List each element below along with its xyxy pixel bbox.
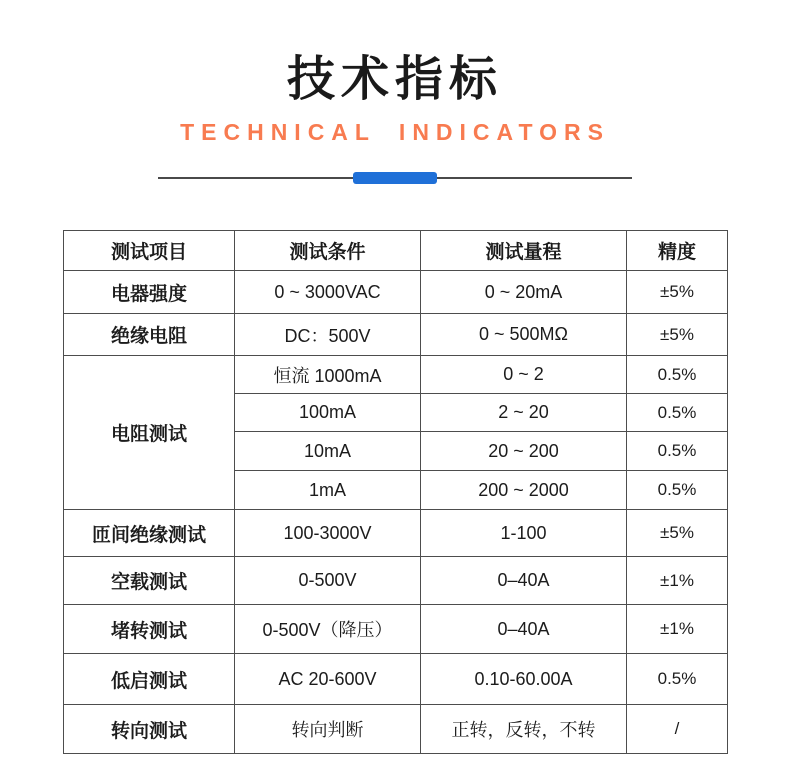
cell-test-range: 0–40A bbox=[421, 605, 627, 654]
table-row bbox=[64, 605, 728, 654]
cell-test-range: 0 ~ 20mA bbox=[421, 271, 627, 314]
cell-test-range: 0 ~ 500MΩ bbox=[421, 314, 627, 356]
cell-test-item: 匝间绝缘测试 bbox=[64, 510, 235, 557]
cell-test-condition: 恒流 1000mA bbox=[235, 356, 421, 394]
cell-accuracy: ±5% bbox=[627, 510, 728, 557]
table-row bbox=[64, 510, 728, 557]
cell-accuracy: / bbox=[627, 705, 728, 754]
cell-accuracy: ±1% bbox=[627, 605, 728, 654]
cell-accuracy: ±5% bbox=[627, 271, 728, 314]
table-row bbox=[64, 705, 728, 754]
cell-test-item: 转向测试 bbox=[64, 705, 235, 754]
cell-test-range: 0–40A bbox=[421, 557, 627, 605]
cell-accuracy: 0.5% bbox=[627, 471, 728, 510]
cell-accuracy: 0.5% bbox=[627, 356, 728, 394]
cell-test-condition: 0-500V（降压） bbox=[235, 605, 421, 654]
page-header bbox=[0, 52, 790, 184]
cell-test-range: 0 ~ 2 bbox=[421, 356, 627, 394]
divider-accent-bar bbox=[353, 172, 437, 184]
cell-accuracy: 0.5% bbox=[627, 654, 728, 705]
cell-test-condition: 1mA bbox=[235, 471, 421, 510]
cell-test-condition: 0-500V bbox=[235, 557, 421, 605]
cell-test-condition: 0 ~ 3000VAC bbox=[235, 271, 421, 314]
cell-test-item: 低启测试 bbox=[64, 654, 235, 705]
cell-test-item: 电阻测试 bbox=[64, 356, 235, 510]
cell-test-condition: 100-3000V bbox=[235, 510, 421, 557]
cell-test-range: 0.10-60.00A bbox=[421, 654, 627, 705]
table-row bbox=[64, 356, 728, 394]
cell-test-condition: DC：500V bbox=[235, 314, 421, 356]
cell-test-range: 1-100 bbox=[421, 510, 627, 557]
cell-test-condition: AC 20-600V bbox=[235, 654, 421, 705]
cell-test-condition: 100mA bbox=[235, 394, 421, 432]
table-row bbox=[64, 557, 728, 605]
page-title: 技术指标 bbox=[286, 53, 503, 106]
col-header-test-item: 测试项目 bbox=[64, 231, 235, 271]
table-row bbox=[64, 654, 728, 705]
cell-test-range: 2 ~ 20 bbox=[421, 394, 627, 432]
cell-accuracy: ±1% bbox=[627, 557, 728, 605]
col-header-test-range: 测试量程 bbox=[421, 231, 627, 271]
cell-test-condition: 转向判断 bbox=[235, 705, 421, 754]
cell-test-item: 绝缘电阻 bbox=[64, 314, 235, 356]
spec-table bbox=[63, 230, 728, 754]
cell-test-item: 空载测试 bbox=[64, 557, 235, 605]
section-divider bbox=[158, 172, 632, 184]
cell-test-range: 200 ~ 2000 bbox=[421, 471, 627, 510]
cell-accuracy: 0.5% bbox=[627, 432, 728, 471]
cell-test-item: 堵转测试 bbox=[64, 605, 235, 654]
cell-accuracy: ±5% bbox=[627, 314, 728, 356]
page-subtitle: TECHNICAL INDICATORS bbox=[180, 119, 610, 146]
table-header-row bbox=[64, 231, 728, 271]
col-header-accuracy: 精度 bbox=[627, 231, 728, 271]
cell-accuracy: 0.5% bbox=[627, 394, 728, 432]
cell-test-item: 电器强度 bbox=[64, 271, 235, 314]
table-row bbox=[64, 271, 728, 314]
cell-test-range: 20 ~ 200 bbox=[421, 432, 627, 471]
col-header-test-condition: 测试条件 bbox=[235, 231, 421, 271]
cell-test-condition: 10mA bbox=[235, 432, 421, 471]
cell-test-range: 正转，反转，不转 bbox=[421, 705, 627, 754]
table-row bbox=[64, 314, 728, 356]
